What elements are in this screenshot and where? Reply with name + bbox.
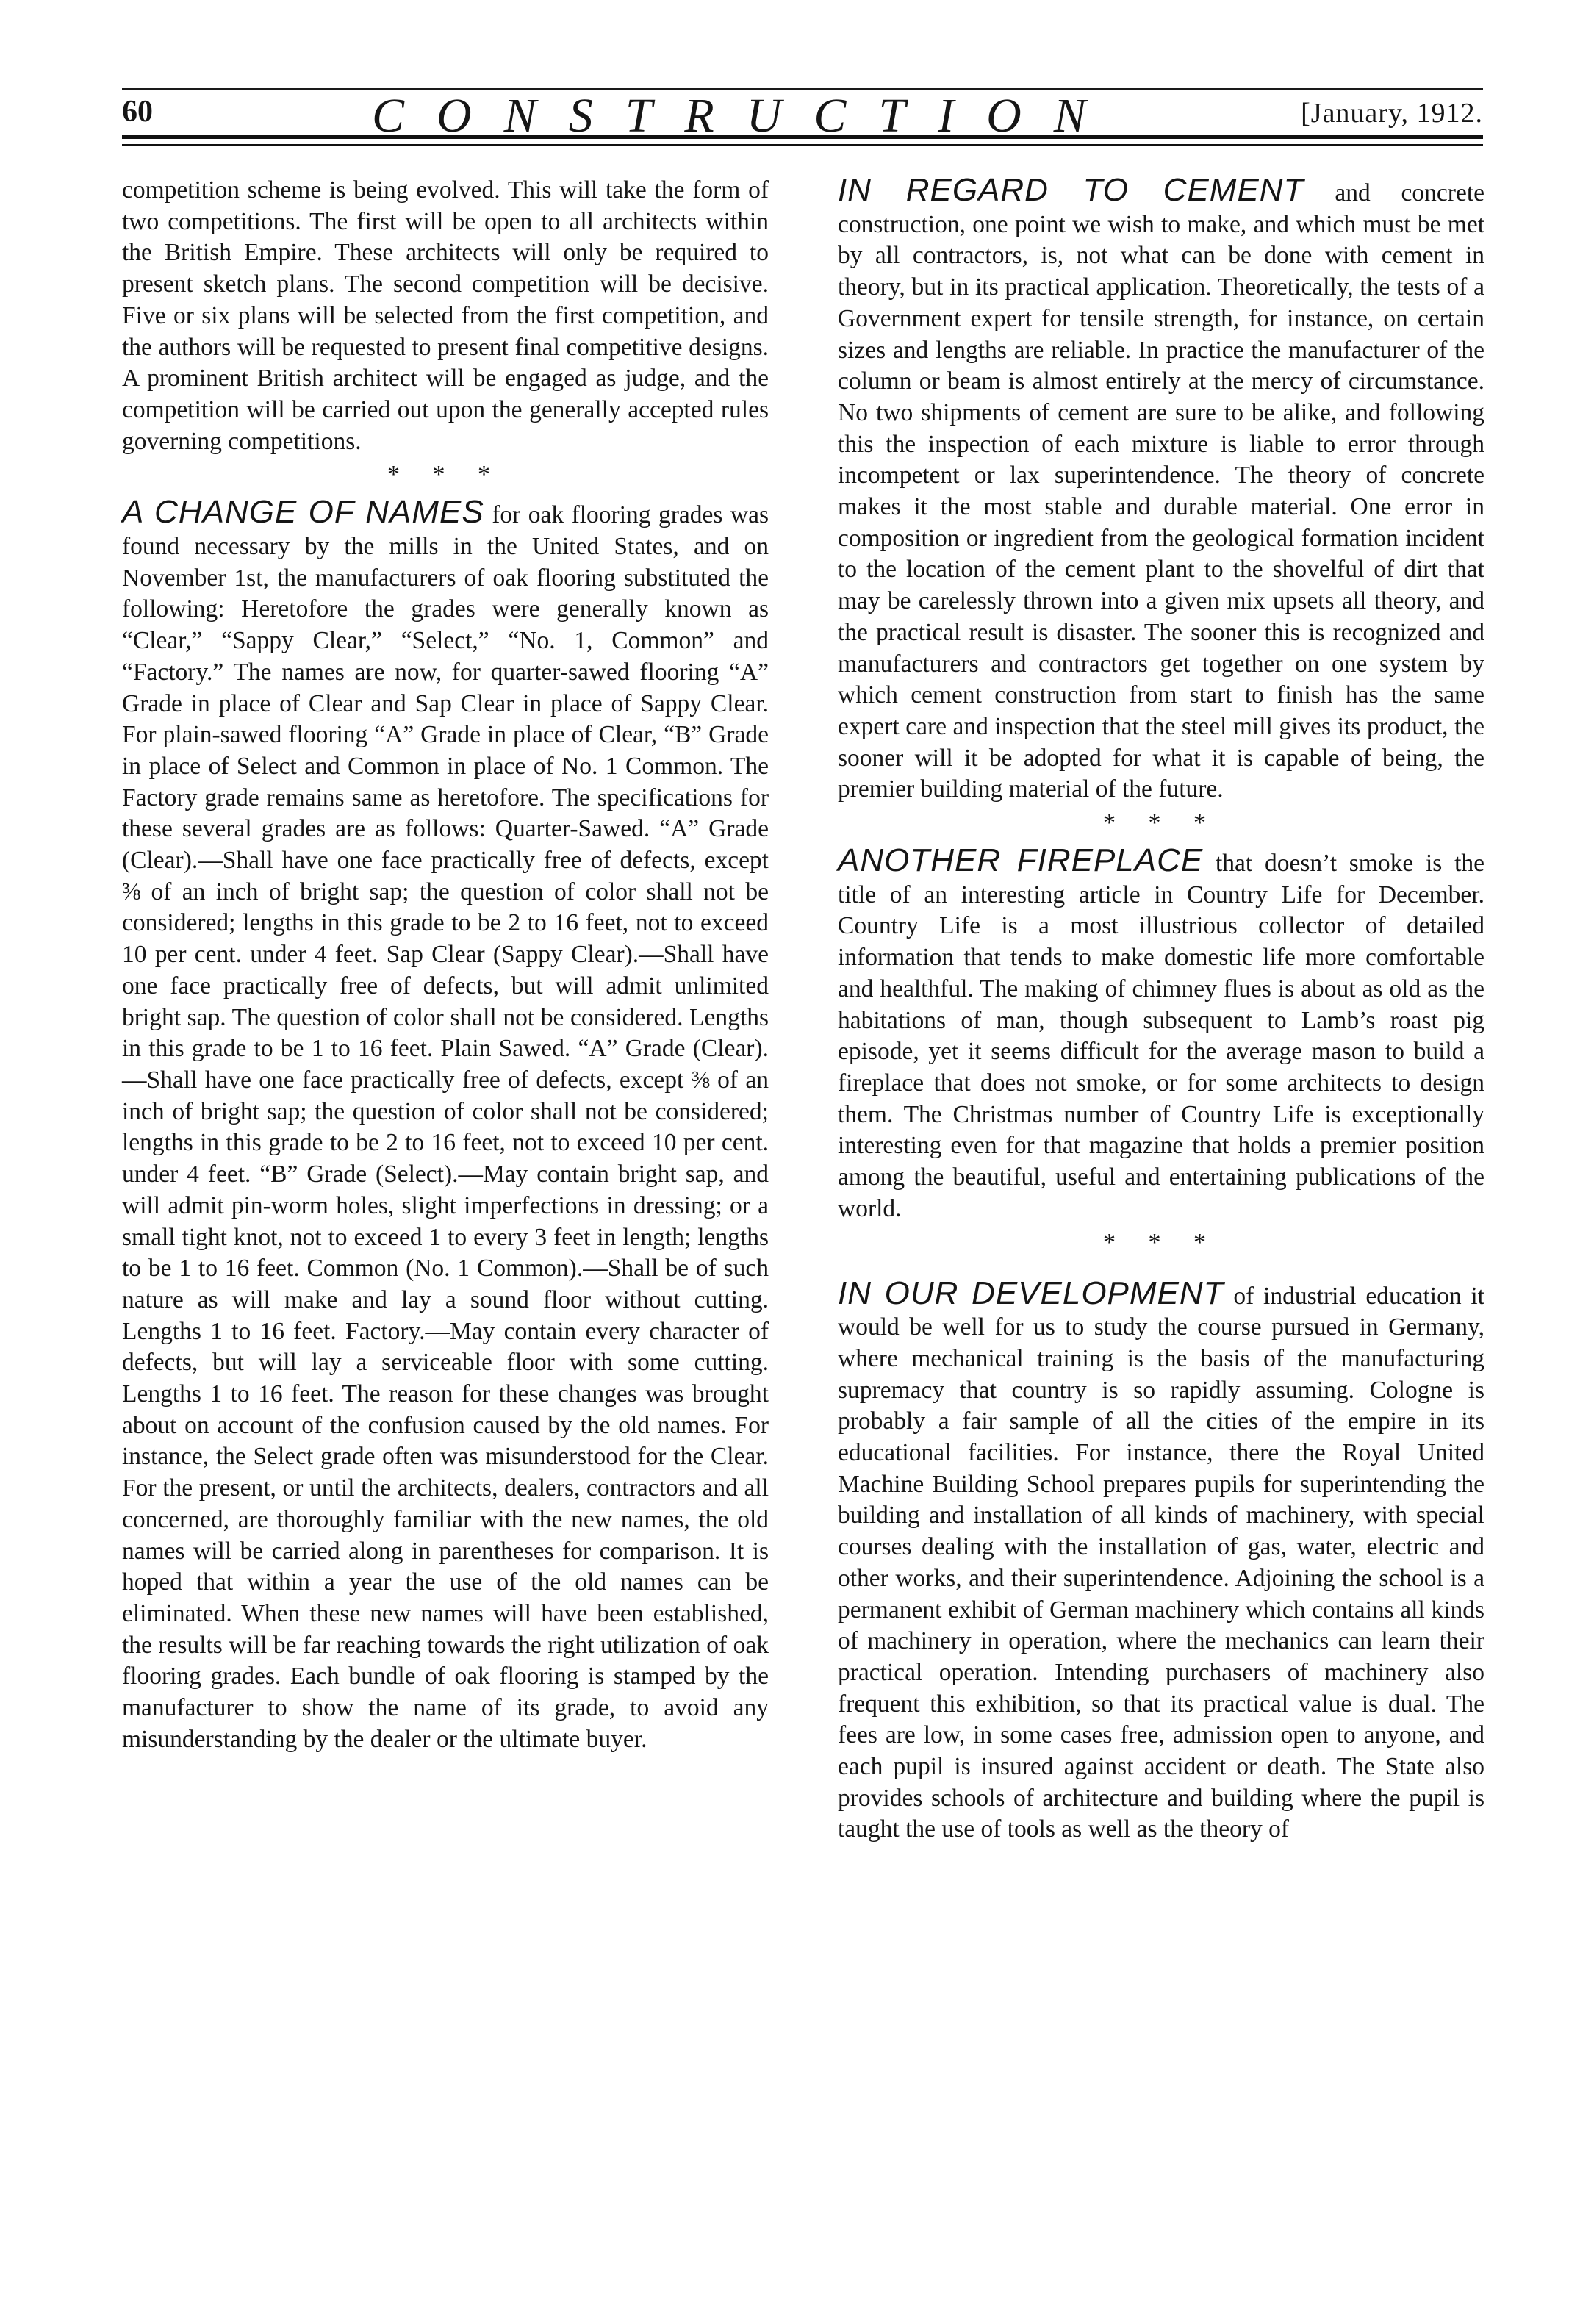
intro-paragraph: competition scheme is being evolved. This will take the form of two competitions. The first will be open to all architects within the British Empire. These architects will only be required to present sketch plans. The second competition will be decisive. Five or six plans will be selected from the first competition, and the authors will be requested to present final competitive designs. A prominent British architect will be engaged as judge, and the competition will be carried out upon the generally accepted rules governing competitions. [122, 176, 769, 455]
publication-title: CONSTRUCTION [372, 89, 1119, 143]
page-number: 60 [122, 95, 153, 129]
article-cement [838, 172, 1484, 806]
article-industrial-education [838, 1274, 1484, 1846]
article-lead: IN OUR DEVELOPMENT [838, 1274, 1224, 1311]
article-oak-flooring [122, 494, 769, 1755]
left-column [122, 175, 769, 1755]
section-divider: * * * [1103, 1228, 1219, 1256]
section-divider: * * * [1103, 809, 1219, 837]
article-body: and concrete construction, one point we wish to make, and which must be met by all contractors, is, not what can be done with cement in theory, but in its practical application. Theoretically, the tests of a Government expert for tensile strength, for instance, on certain sizes and lengths are reliable. In practice the manufacturer of the column or beam is almost entirely at the mercy of circumstance. No two shipments of cement are sure to be alike, and following this the inspection of each mixture is liable to error through incompetent or lax superintendence. The theory of concrete makes it the most stable and durable material. One error in composition or ingredient from the geological formation incident to the location of the cement plant to the shovelful of dirt that may be carelessly thrown into a given mix upsets all theory, and the practical result is disaster. The sooner this is recognized and manufacturers and contractors get together on one system by which cement construction from start to finish has the same expert care and inspection that the steel mill gives its product, the sooner will it be adopted for what it is capable of being, the premier building material of the future. [838, 179, 1484, 803]
header-rule-thin [122, 144, 1483, 146]
article-lead: IN REGARD TO CEMENT [838, 172, 1304, 208]
article-body: that doesn’t smoke is the title of an interesting article in Country Life for December. Country Life is a most illustrious collector of detailed information that tends to make domestic life more comfortable and healthful. The making of chimney flues is about as old as the habitations of man, though subsequent to Lamb’s roast pig episode, yet it seems difficult for the average mason to build a fireplace that does not smoke, or for some architects to design them. The Christmas number of Country Life is exceptionally interesting even for that magazine that holds a premier position among the beautiful, useful and entertaining publications of the world. [838, 850, 1484, 1222]
article-fireplace [838, 842, 1484, 1224]
article-body: for oak flooring grades was found necessary by the mills in the United States, and on November 1st, the manufacturers of oak flooring substituted the following: Heretofore the grades were generally known as “Clear,” “Sappy Clear,” “Select,” “No. 1, Common” and “Factory.” The names are now, for quarter-sawed flooring “A” Grade in place of Clear and Sap Clear in place of Sappy Clear. For plain-sawed flooring “A” Grade in place of Clear, “B” Grade in place of Select and Common in place of No. 1 Common. The Factory grade remains same as heretofore. The specifications for these several grades are as follows: Quarter-Sawed. “A” Grade (Clear).—Shall have one face practically free of defects, except ⅜ of an inch of bright sap; the question of color shall not be considered; lengths in this grade to be 2 to 16 feet, not to exceed 10 per cent. under 4 feet. Sap Clear (Sappy Clear).—Shall have one face practically free of defects, but will admit unlimited bright sap. The question of color shall not be considered. Lengths in this grade to be 1 to 16 feet. Plain Sawed. “A” Grade (Clear).—Shall have one face practically free of defects, except ⅜ of an inch of bright sap; the question of color shall not be considered; lengths in this grade to be 2 to 16 feet, not to exceed 10 per cent. under 4 feet. “B” Grade (Select).—May contain bright sap, and will admit pin-worm holes, slight imperfections in dressing; or a small tight knot, not to exceed 1 to every 3 feet in length; lengths to be 1 to 16 feet. Common (No. 1 Common).—Shall be of such nature as will make and lay a sound floor without cutting. Lengths 1 to 16 feet. Factory.—May contain every character of defects, but will lay a serviceable floor with some cutting. Lengths 1 to 16 feet. The reason for these changes was brought about on account of the confusion caused by the old names. For instance, the Select grade often was misunderstood for the Clear. For the present, or until the architects, dealers, contractors and all concerned, are thoroughly familiar with the new names, the old names will be carried along in parentheses for comparison. It is hoped that within a year the use of the old names can be eliminated. When these new names will have been established, the results will be far reaching towards the right utilization of oak flooring grades. Each bundle of oak flooring is stamped by the manufacturer to show the name of its grade, to avoid any misunderstanding by the dealer or the ultimate buyer. [122, 501, 769, 1753]
article-body: of industrial education it would be well for us to study the course pursued in Germany, where mechanical training is the basis of the manufacturing supremacy that country is so rapidly assuming. Cologne is probably a fair sample of all the cities of the empire in its educational facilities. For instance, there the Royal United Machine Building School prepares pupils for superintending the building and installation of all kinds of machinery, with special courses dealing with the installation of gas, water, electric and other works, and their superintendence. Adjoining the school is a permanent exhibit of German machinery which contains all kinds of machinery in operation, where the mechanics can learn their practical operation. Intending purchasers of machinery also frequent this exhibition, so that its practical value is dual. The fees are low, in some cases free, admission open to anyone, and each pupil is insured against accident or death. The State also provides schools of architecture and building where the pupil is taught the use of tools as well as the theory of [838, 1282, 1484, 1843]
article-lead: ANOTHER FIREPLACE [838, 842, 1204, 879]
right-column [838, 172, 1484, 1846]
header-rule-thick [122, 135, 1483, 139]
page-header [122, 88, 1483, 143]
issue-date: [January, 1912. [1301, 98, 1483, 129]
article-lead: A CHANGE OF NAMES [122, 494, 484, 531]
section-divider: * * * [387, 461, 503, 489]
